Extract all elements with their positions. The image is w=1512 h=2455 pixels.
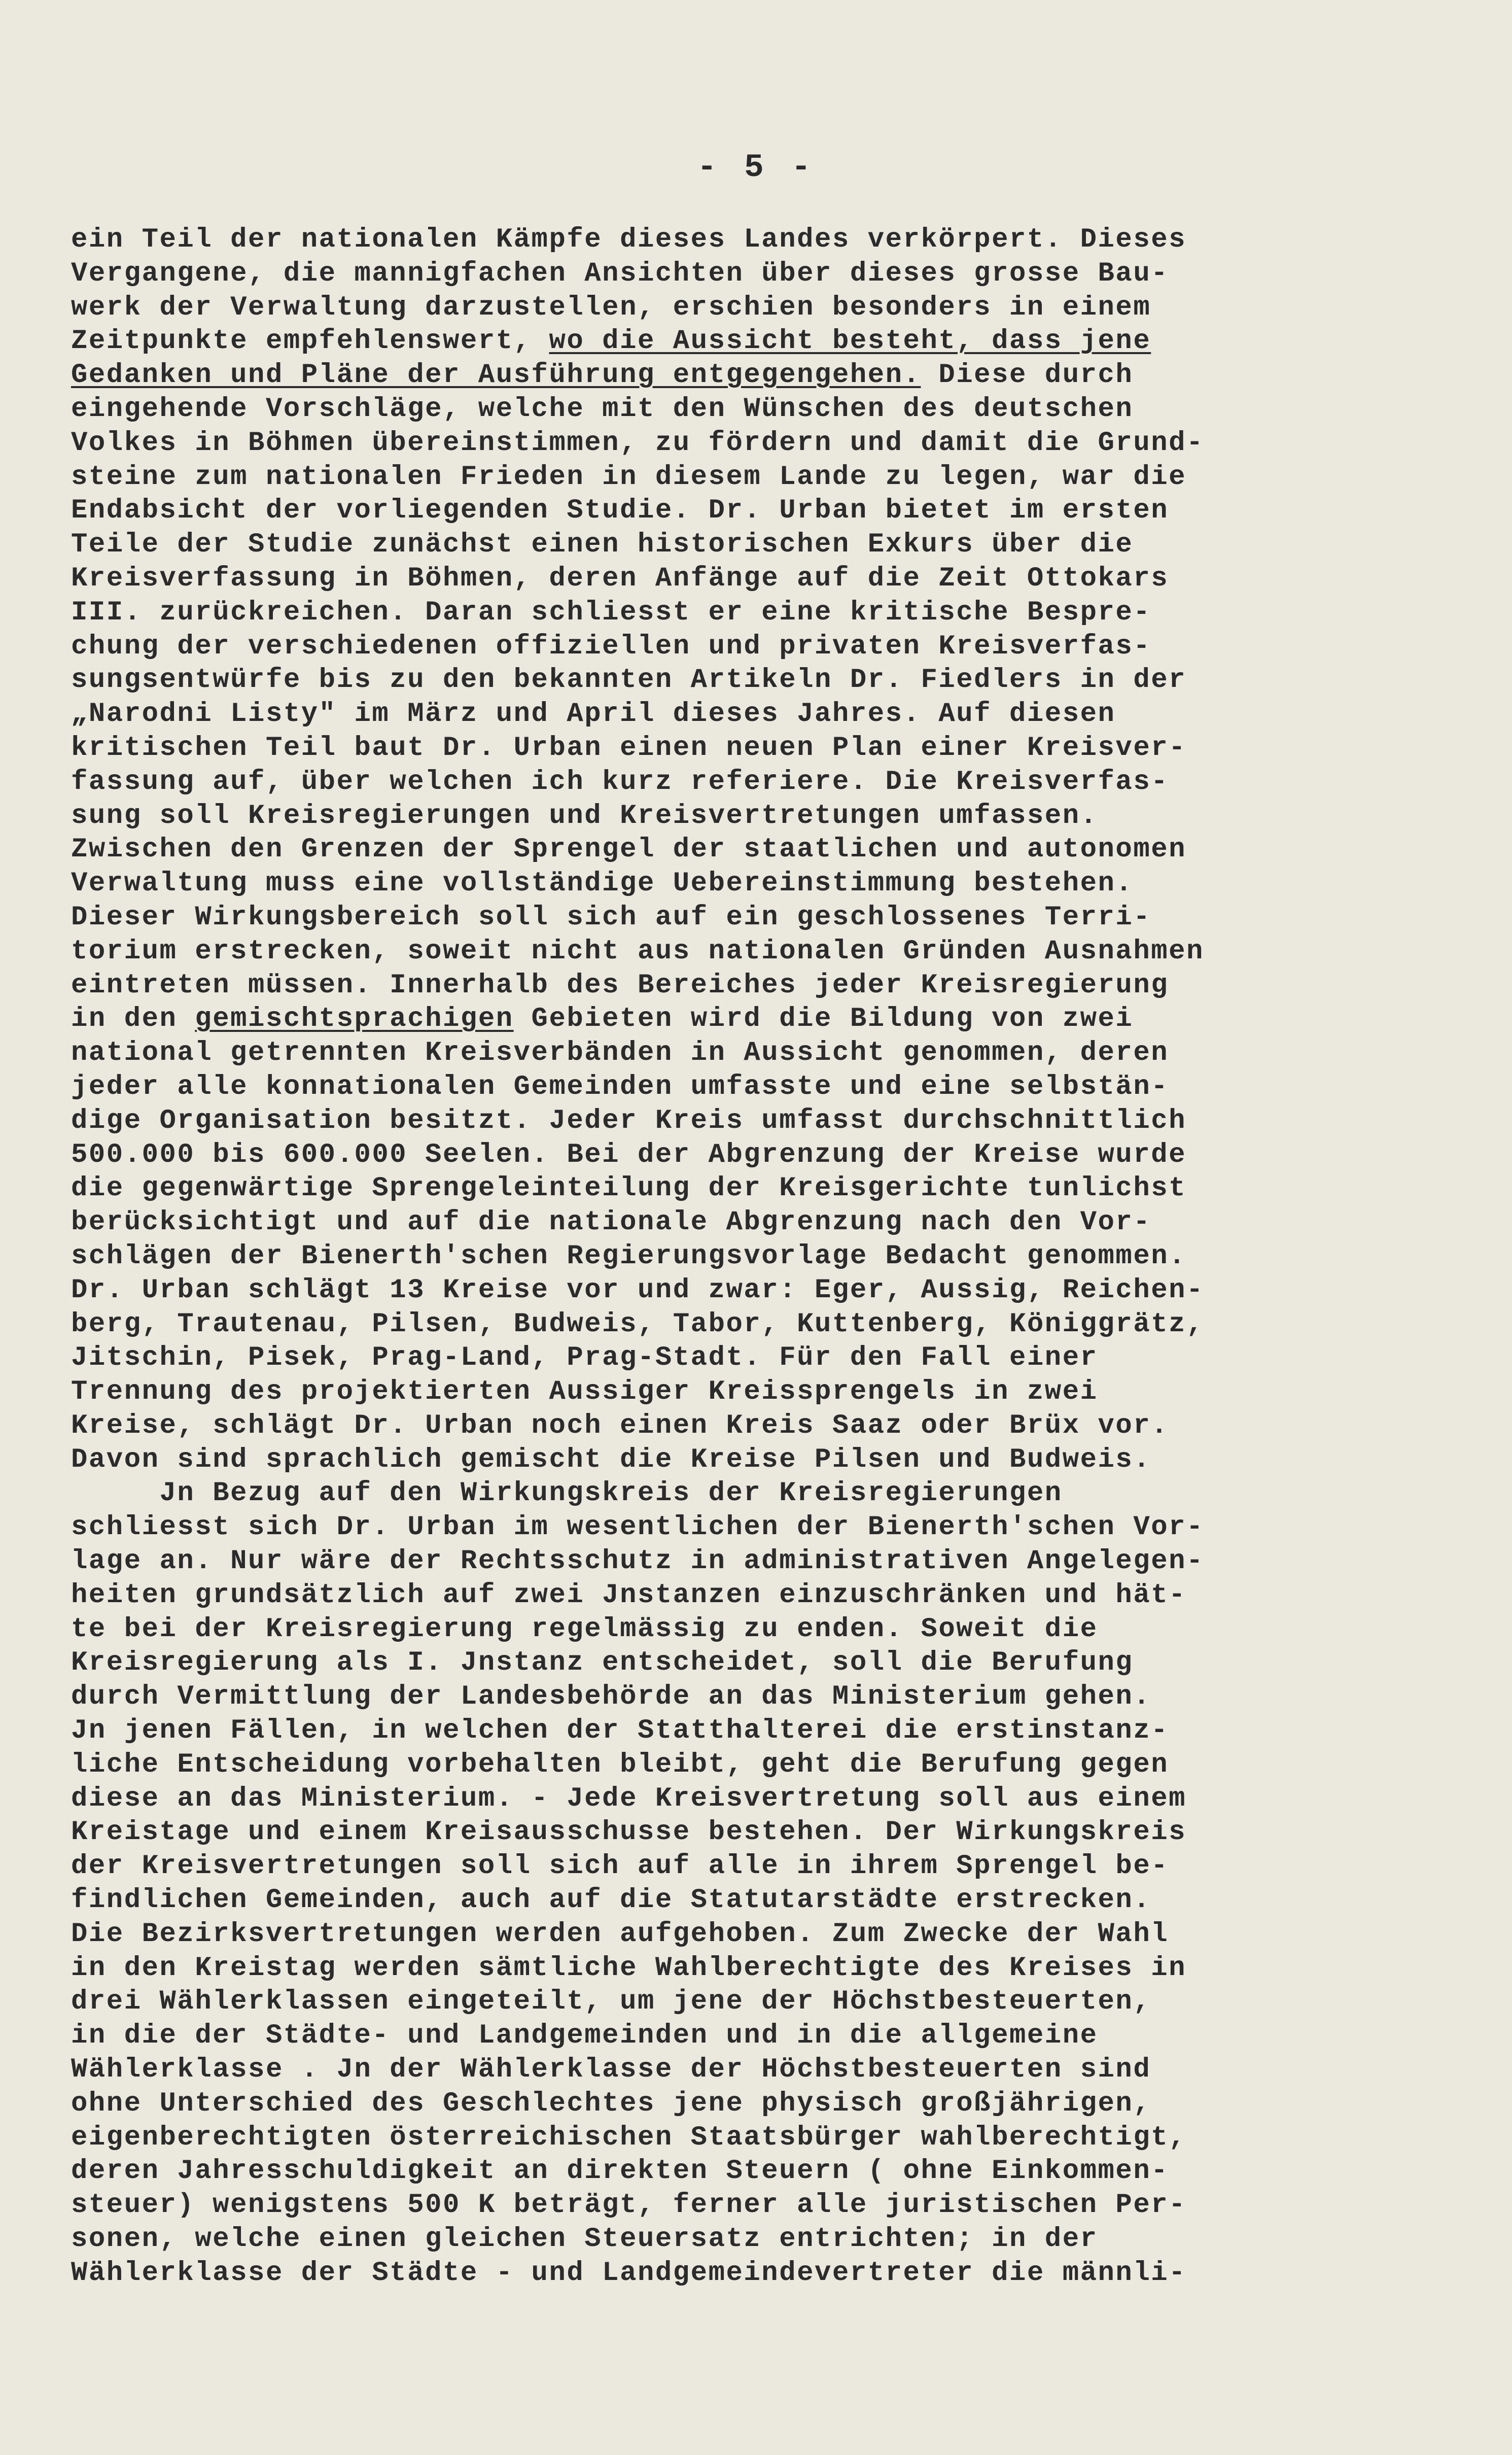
text-line: ein Teil der nationalen Kämpfe dieses Landes verkörpert. Dieses bbox=[71, 224, 1187, 255]
text-line: Dr. Urban schlägt 13 Kreise vor und zwar: Eger, Aussig, Reichen- bbox=[71, 1274, 1204, 1306]
text-line: Zwischen den Grenzen der Sprengel der staatlichen und autonomen bbox=[71, 834, 1187, 866]
text-line: Verwaltung muss eine vollständige Uebereinstimmung bestehen. bbox=[71, 868, 1134, 900]
text-line: Volkes in Böhmen übereinstimmen, zu fördern und damit die Grund- bbox=[71, 427, 1204, 459]
text-line: sungsentwürfe bis zu den bekannten Artikeln Dr. Fiedlers in der bbox=[71, 665, 1187, 696]
text-segment: Zeitpunkte empfehlenswert, bbox=[71, 326, 549, 357]
text-line: Davon sind sprachlich gemischt die Kreise Pilsen und Budweis. bbox=[71, 1444, 1151, 1475]
text-segment: Diese durch bbox=[921, 360, 1134, 391]
text-line: Wählerklasse . Jn der Wählerklasse der Höchstbesteuerten sind bbox=[71, 2054, 1151, 2086]
text-line: Endabsicht der vorliegenden Studie. Dr. Urban bietet im ersten bbox=[71, 495, 1169, 527]
text-line: steine zum nationalen Frieden in diesem Lande zu legen, war die bbox=[71, 461, 1187, 493]
text-line: chung der verschiedenen offiziellen und privaten Kreisverfas- bbox=[71, 631, 1151, 662]
text-line: torium erstrecken, soweit nicht aus nationalen Gründen Ausnahmen bbox=[71, 936, 1204, 967]
text-line: schliesst sich Dr. Urban im wesentlichen der Bienerth'schen Vor- bbox=[71, 1512, 1204, 1543]
text-line: „Narodni Listy" im März und April dieses Jahres. Auf diesen bbox=[71, 699, 1116, 730]
text-line: werk der Verwaltung darzustellen, erschien besonders in einem bbox=[71, 292, 1151, 323]
text-line: jeder alle konnationalen Gemeinden umfasste und eine selbstän- bbox=[71, 1071, 1169, 1102]
text-line: Trennung des projektierten Aussiger Kreissprengels in zwei bbox=[71, 1376, 1098, 1408]
text-line: III. zurückreichen. Daran schliesst er eine kritische Bespre- bbox=[71, 597, 1151, 628]
text-line: die gegenwärtige Sprengeleinteilung der Kreisgerichte tunlichst bbox=[71, 1173, 1187, 1204]
text-line: schlägen der Bienerth'schen Regierungsvorlage Bedacht genommen. bbox=[71, 1240, 1187, 1272]
text-line: sonen, welche einen gleichen Steuersatz entrichten; in der bbox=[71, 2224, 1098, 2255]
text-line: liche Entscheidung vorbehalten bleibt, geht die Berufung gegen bbox=[71, 1749, 1169, 1780]
text-line: diese an das Ministerium. - Jede Kreisvertretung soll aus einem bbox=[71, 1783, 1187, 1814]
text-line: te bei der Kreisregierung regelmässig zu enden. Soweit die bbox=[71, 1613, 1098, 1645]
text-line: eingehende Vorschläge, welche mit den Wünschen des deutschen bbox=[71, 393, 1134, 425]
text-line: Jitschin, Pisek, Prag-Land, Prag-Stadt. Für den Fall einer bbox=[71, 1342, 1098, 1374]
text-line: deren Jahresschuldigkeit an direkten Steuern ( ohne Einkommen- bbox=[71, 2156, 1169, 2187]
text-line: durch Vermittlung der Landesbehörde an das Ministerium gehen. bbox=[71, 1681, 1151, 1713]
text-line: kritischen Teil baut Dr. Urban einen neuen Plan einer Kreisver- bbox=[71, 732, 1187, 764]
text-line: fassung auf, über welchen ich kurz referiere. Die Kreisverfas- bbox=[71, 766, 1169, 798]
text-line: lage an. Nur wäre der Rechtsschutz in administrativen Angelegen- bbox=[71, 1546, 1204, 1577]
text-line: dige Organisation besitzt. Jeder Kreis umfasst durchschnittlich bbox=[71, 1105, 1187, 1136]
text-line: in den Kreistag werden sämtliche Wahlberechtigte des Kreises in bbox=[71, 1952, 1187, 1984]
text-line: Dieser Wirkungsbereich soll sich auf ein geschlossenes Terri- bbox=[71, 902, 1151, 933]
text-line: in die der Städte- und Landgemeinden und in die allgemeine bbox=[71, 2020, 1098, 2052]
text-line: Die Bezirksvertretungen werden aufgehoben. Zum Zwecke der Wahl bbox=[71, 1918, 1169, 1950]
text-line: sung soll Kreisregierungen und Kreisvertretungen umfassen. bbox=[71, 800, 1098, 832]
text-line: eigenberechtigten österreichischen Staatsbürger wahlberechtigt, bbox=[71, 2122, 1187, 2153]
text-line: steuer) wenigstens 500 K beträgt, ferner alle juristischen Per- bbox=[71, 2190, 1187, 2221]
text-line: findlichen Gemeinden, auch auf die Statutarstädte erstrecken. bbox=[71, 1885, 1151, 1916]
text-line: Wählerklasse der Städte - und Landgemeindevertreter die männli- bbox=[71, 2257, 1187, 2289]
text-line bbox=[71, 359, 1461, 393]
text-line bbox=[71, 325, 1461, 359]
text-line: berg, Trautenau, Pilsen, Budweis, Tabor, Kuttenberg, Königgrätz, bbox=[71, 1308, 1204, 1340]
page-number: - 5 - bbox=[697, 150, 815, 186]
text-line: drei Wählerklassen eingeteilt, um jene der Höchstbesteuerten, bbox=[71, 1986, 1151, 2018]
text-line: Kreise, schlägt Dr. Urban noch einen Kreis Saaz oder Brüx vor. bbox=[71, 1410, 1169, 1441]
text-line: der Kreisvertretungen soll sich auf alle in ihrem Sprengel be- bbox=[71, 1851, 1169, 1882]
text-line: heiten grundsätzlich auf zwei Jnstanzen einzuschränken und hät- bbox=[71, 1579, 1187, 1611]
text-line: Jn Bezug auf den Wirkungskreis der Kreisregierungen bbox=[71, 1478, 1063, 1509]
text-line: ohne Unterschied des Geschlechtes jene physisch großjährigen, bbox=[71, 2088, 1151, 2119]
text-line: Teile der Studie zunächst einen historischen Exkurs über die bbox=[71, 529, 1134, 561]
text-line: Jn jenen Fällen, in welchen der Statthalterei die erstinstanz- bbox=[71, 1715, 1169, 1747]
text-line: Kreistage und einem Kreisausschusse bestehen. Der Wirkungskreis bbox=[71, 1817, 1187, 1848]
body-text bbox=[71, 223, 1461, 2291]
text-line: 500.000 bis 600.000 Seelen. Bei der Abgrenzung der Kreise wurde bbox=[71, 1139, 1187, 1170]
underlined-text: Gedanken und Pläne der Ausführung entgegengehen. bbox=[71, 360, 921, 391]
underlined-text: gemischtsprachigen bbox=[195, 1004, 514, 1035]
text-line: eintreten müssen. Innerhalb des Bereiches jeder Kreisregierung bbox=[71, 970, 1169, 1001]
text-segment: in den bbox=[71, 1004, 195, 1035]
underlined-text: wo die Aussicht besteht, dass jene bbox=[549, 326, 1151, 357]
text-line: Vergangene, die mannigfachen Ansichten über dieses grosse Bau- bbox=[71, 258, 1169, 289]
text-line: Kreisregierung als I. Jnstanz entscheidet, soll die Berufung bbox=[71, 1647, 1134, 1679]
text-line bbox=[71, 1002, 1461, 1036]
text-segment: Gebieten wird die Bildung von zwei bbox=[513, 1004, 1134, 1035]
text-line: Kreisverfassung in Böhmen, deren Anfänge auf die Zeit Ottokars bbox=[71, 563, 1169, 594]
text-line: berücksichtigt und auf die nationale Abgrenzung nach den Vor- bbox=[71, 1207, 1151, 1238]
text-line: national getrennten Kreisverbänden in Aussicht genommen, deren bbox=[71, 1038, 1169, 1069]
